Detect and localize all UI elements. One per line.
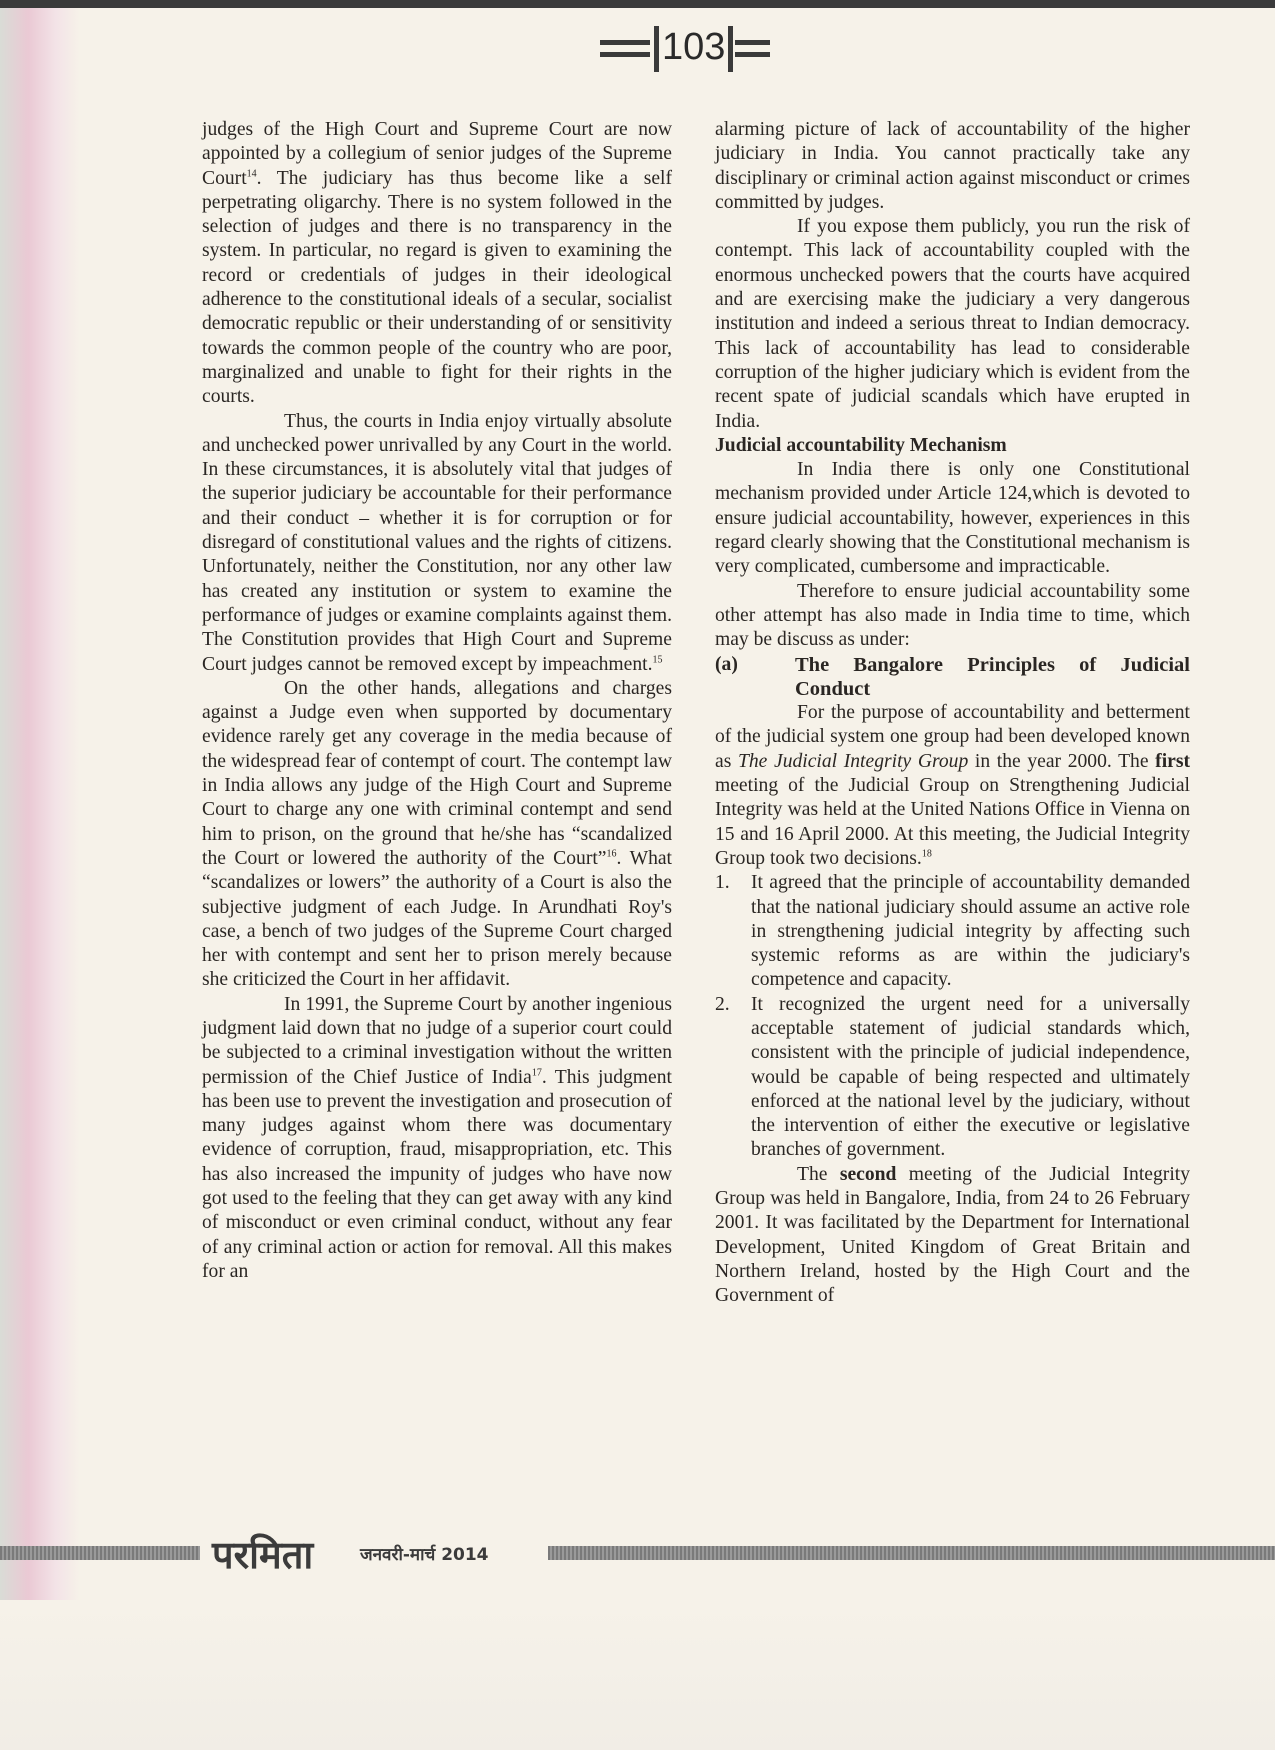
top-edge [0, 0, 1275, 8]
paragraph: If you expose them publicly, you run the risk of contempt. This lack of accountability coupled with the enormous unchecked powers that the courts have acquired and are exercising make the judiciary a very dangerous institution and indeed a serious threat to Indian democracy. This lack of accountability has lead to considerable corruption of the higher judiciary which is evident from the recent spate of judicial scandals which have erupted in India. [715, 216, 1190, 432]
footer-stripe [0, 1546, 200, 1560]
right-column [715, 118, 1190, 1309]
subsection-title: The Bangalore Principles of Judicial Conduct [795, 653, 1190, 700]
page-footer [0, 1528, 1275, 1576]
header-rule-right [735, 40, 770, 45]
paragraph: In India there is only one Constitutional mechanism provided under Article 124,which is devoted to ensure judicial accountability, however, experiences in this regard clearly showing that the Constitutional mechanism is very complicated, cumbersome and impracticable. [715, 459, 1190, 578]
subsection-letter: (a) [715, 653, 738, 675]
footnote-ref: 14 [246, 168, 257, 180]
footer-stripe [548, 1546, 1275, 1560]
header-rule-left [600, 52, 650, 57]
footnote-ref: 17 [531, 1067, 542, 1079]
binding-shadow [0, 0, 80, 1750]
footnote-ref: 18 [921, 848, 932, 860]
footnote-ref: 16 [606, 848, 617, 860]
paragraph: In 1991, the Supreme Court by another ingenious judgment laid down that no judge of a superior court could be subjected to a criminal investigation without the written permission of the Chief Justice of India$^{17}$. This judgment has been use to prevent the investigation and prosecution of many judges against whom there was documentary evidence of corruption, fraud, misappropriation, etc. This has also increased the impunity of judges who have now got used to the feeling that they can get away with any kind of misconduct or even criminal conduct, without any fear of any criminal action or action for removal. All this makes for an [202, 993, 672, 1282]
paragraph: Therefore to ensure judicial accountability some other attempt has also made in India time to time, which may be discuss as under: [715, 580, 1190, 651]
header-rule-right [735, 52, 770, 57]
header-brace-left [654, 26, 659, 72]
paragraph: Thus, the courts in India enjoy virtually absolute and unchecked power unrivalled by any Court in the world. In these circumstances, it is absolutely vital that judges of the superior judiciary be accountable for their performance and their conduct – whether it is for corruption or for disregard of constitutional values and the rights of citizens. Unfortunately, neither the Constitution, nor any other law has created any institution or system to examine the performance of judges or examine complaints against them. The Constitution provides that High Court and Supreme Court judges cannot be removed except by impeachment.$^{15}$ [202, 410, 672, 675]
paragraph: alarming picture of lack of accountability of the higher judiciary in India. You cannot practically take any disciplinary or criminal action against misconduct or crimes committed by judges. [715, 119, 1190, 213]
list-item: 2. It recognized the urgent need for a universally acceptable statement of judicial standards which, consistent with the principle of judicial independence, would be capable of being respected and ultimately enforced at the national level by the judiciary, without the intervention of either the executive or legislative branches of government. [715, 993, 1190, 1161]
list-item: 1. It agreed that the principle of accountability demanded that the national judiciary should assume an active role in strengthening judicial integrity by affecting such systemic reforms as are within the judiciary's competence and capacity. [715, 872, 1190, 991]
paragraph: For the purpose of accountability and betterment of the judicial system one group had been developed known as The Judicial Integrity Group in the year 2000. The first meeting of the Judicial Group on Strengthening Judicial Integrity was held at the United Nations Office in Vienna on 15 and 16 April 2000. At this meeting, the Judicial Integrity Group took two decisions.$^{18}$ [715, 702, 1190, 869]
bottom-margin [0, 1600, 1275, 1750]
issue-label: जनवरी-मार्च 2014 [360, 1545, 489, 1565]
header-brace-right [728, 26, 733, 72]
decision-list [715, 871, 1190, 1163]
section-heading: Judicial accountability Mechanism [715, 434, 1007, 456]
journal-logo: परमिता [212, 1533, 314, 1577]
footnote-ref: 15 [652, 654, 663, 665]
paragraph: The second meeting of the Judicial Integrity Group was held in Bangalore, India, from 24 to 26 February 2001. It was facilitated by the Department for International Development, United Kingdom of Great Britain and Northern Ireland, hosted by the High Court and the Government of [715, 1163, 1190, 1307]
header-rule-left [600, 40, 650, 45]
left-column [202, 118, 672, 1284]
page-header [600, 22, 770, 82]
page-number: 103 [662, 26, 726, 68]
subsection-heading [715, 653, 1190, 702]
paragraph: judges of the High Court and Supreme Court are now appointed by a collegium of senior judges of the Supreme Court$^{14}$. The judiciary has thus become like a self perpetrating oligarchy. There is no system followed in the selection of judges and there is no transparency in the system. In particular, no regard is given to examining the record or credentials of judges in their ideological adherence to the constitutional ideals of a secular, socialist democratic republic or their understanding of or sensitivity towards the common people of the country who are poor, marginalized and unable to fight for their rights in the courts. [202, 119, 672, 408]
paragraph: On the other hands, allegations and charges against a Judge even when supported by documentary evidence rarely get any coverage in the media because of the widespread fear of contempt of court. The contempt law in India allows any judge of the High Court and Supreme Court to charge any one with criminal contempt and send him to prison, on the ground that he/she has “scandalized the Court or lowered the authority of the Court”$^{16}$. What “scandalizes or lowers” the authority of a Court is also the subjective judgment of each Judge. In Arundhati Roy's case, a bench of two judges of the Supreme Court charged her with contempt and sent her to prison merely because she criticized the Court in her affidavit. [202, 677, 673, 991]
